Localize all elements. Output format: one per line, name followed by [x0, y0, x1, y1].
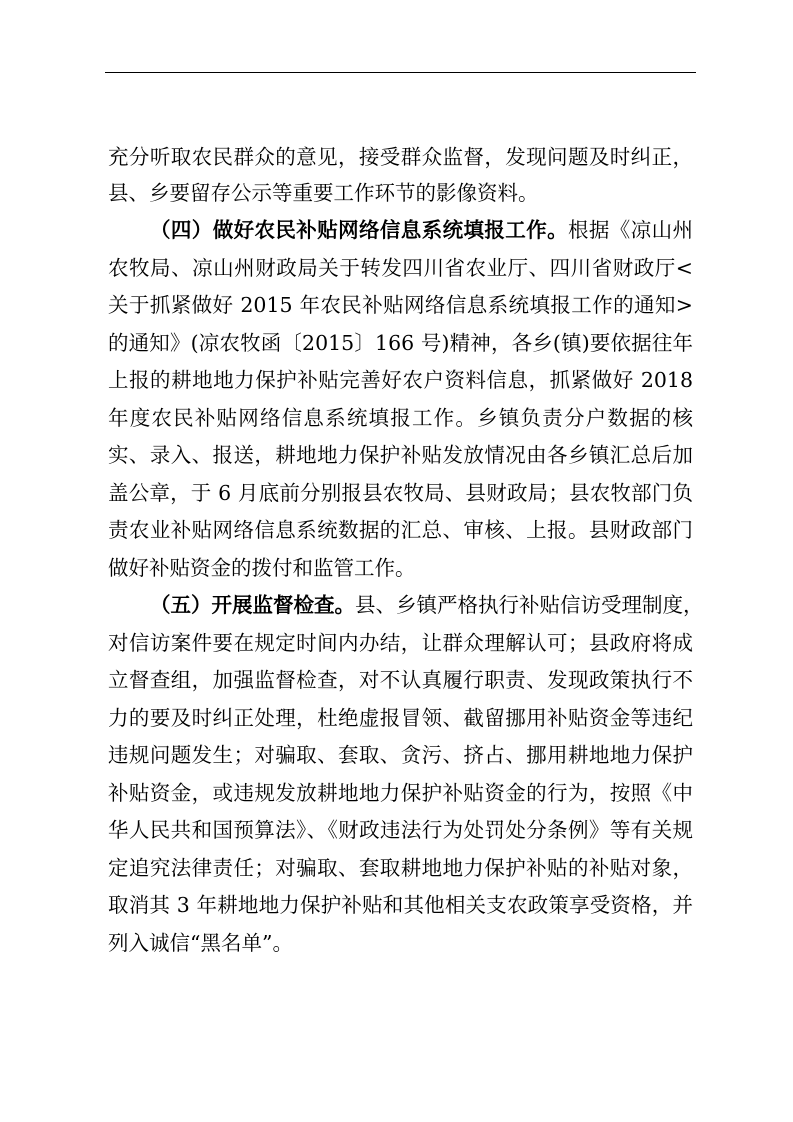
body-text-line: 做好补贴资金的拨付和监管工作。 [108, 556, 416, 580]
body-text-line: 取消其 3 年耕地地力保护补贴和其他相关支农政策享受资格，并 [108, 893, 693, 917]
section-heading-5: （五）开展监督检查。 [150, 593, 355, 617]
body-text-line: 定追究法律责任；对骗取、套取耕地地力保护补贴的补贴对象， [108, 856, 693, 880]
body-text-line: 责农业补贴网络信息系统数据的汇总、审核、上报。县财政部门 [108, 518, 693, 542]
body-text-line: 关于抓紧做好 2015 年农民补贴网络信息系统填报工作的通知> [108, 293, 693, 317]
header-rule [105, 72, 696, 73]
body-text-line: 充分听取农民群众的意见，接受群众监督，发现问题及时纠正， [108, 145, 693, 169]
body-text-line: 年度农民补贴网络信息系统填报工作。乡镇负责分户数据的核 [108, 406, 693, 430]
body-text-line: 对信访案件要在规定时间内办结，让群众理解认可；县政府将成 [108, 631, 693, 655]
body-text-line: 立督查组，加强监督检查，对不认真履行职责、发现政策执行不 [108, 668, 693, 692]
body-text-line: 的通知》(凉农牧函〔2015〕166 号)精神，各乡(镇)要依据往年 [108, 331, 693, 355]
body-text-line: 华人民共和国预算法》、《财政违法行为处罚处分条例》等有关规 [108, 818, 693, 842]
body-text-line: 违规问题发生；对骗取、套取、贪污、挤占、挪用耕地地力保护 [108, 743, 693, 767]
body-text-line: 上报的耕地地力保护补贴完善好农户资料信息，抓紧做好 2018 [108, 368, 693, 392]
body-text-line: 实、录入、报送，耕地地力保护补贴发放情况由各乡镇汇总后加 [108, 443, 693, 467]
body-text-span: 根据《凉山州 [568, 218, 693, 242]
body-text-line [150, 587, 704, 623]
body-text-line: 县、乡要留存公示等重要工作环节的影像资料。 [108, 181, 539, 205]
body-text-line: 盖公章，于 6 月底前分别报县农牧局、县财政局；县农牧部门负 [108, 481, 693, 505]
body-text-line: 列入诚信“黑名单”。 [108, 931, 293, 955]
body-text-line: 农牧局、凉山州财政局关于转发四川省农业厅、四川省财政厅< [108, 256, 693, 280]
section-heading-4: （四）做好农民补贴网络信息系统填报工作。 [150, 218, 568, 242]
body-text-span: 县、乡镇严格执行补贴信访受理制度， [355, 593, 704, 617]
body-text-line: 力的要及时纠正处理，杜绝虚报冒领、截留挪用补贴资金等违纪 [108, 706, 693, 730]
body-text-line: 补贴资金，或违规发放耕地地力保护补贴资金的行为，按照《中 [108, 781, 693, 805]
body-text-line [150, 212, 693, 248]
